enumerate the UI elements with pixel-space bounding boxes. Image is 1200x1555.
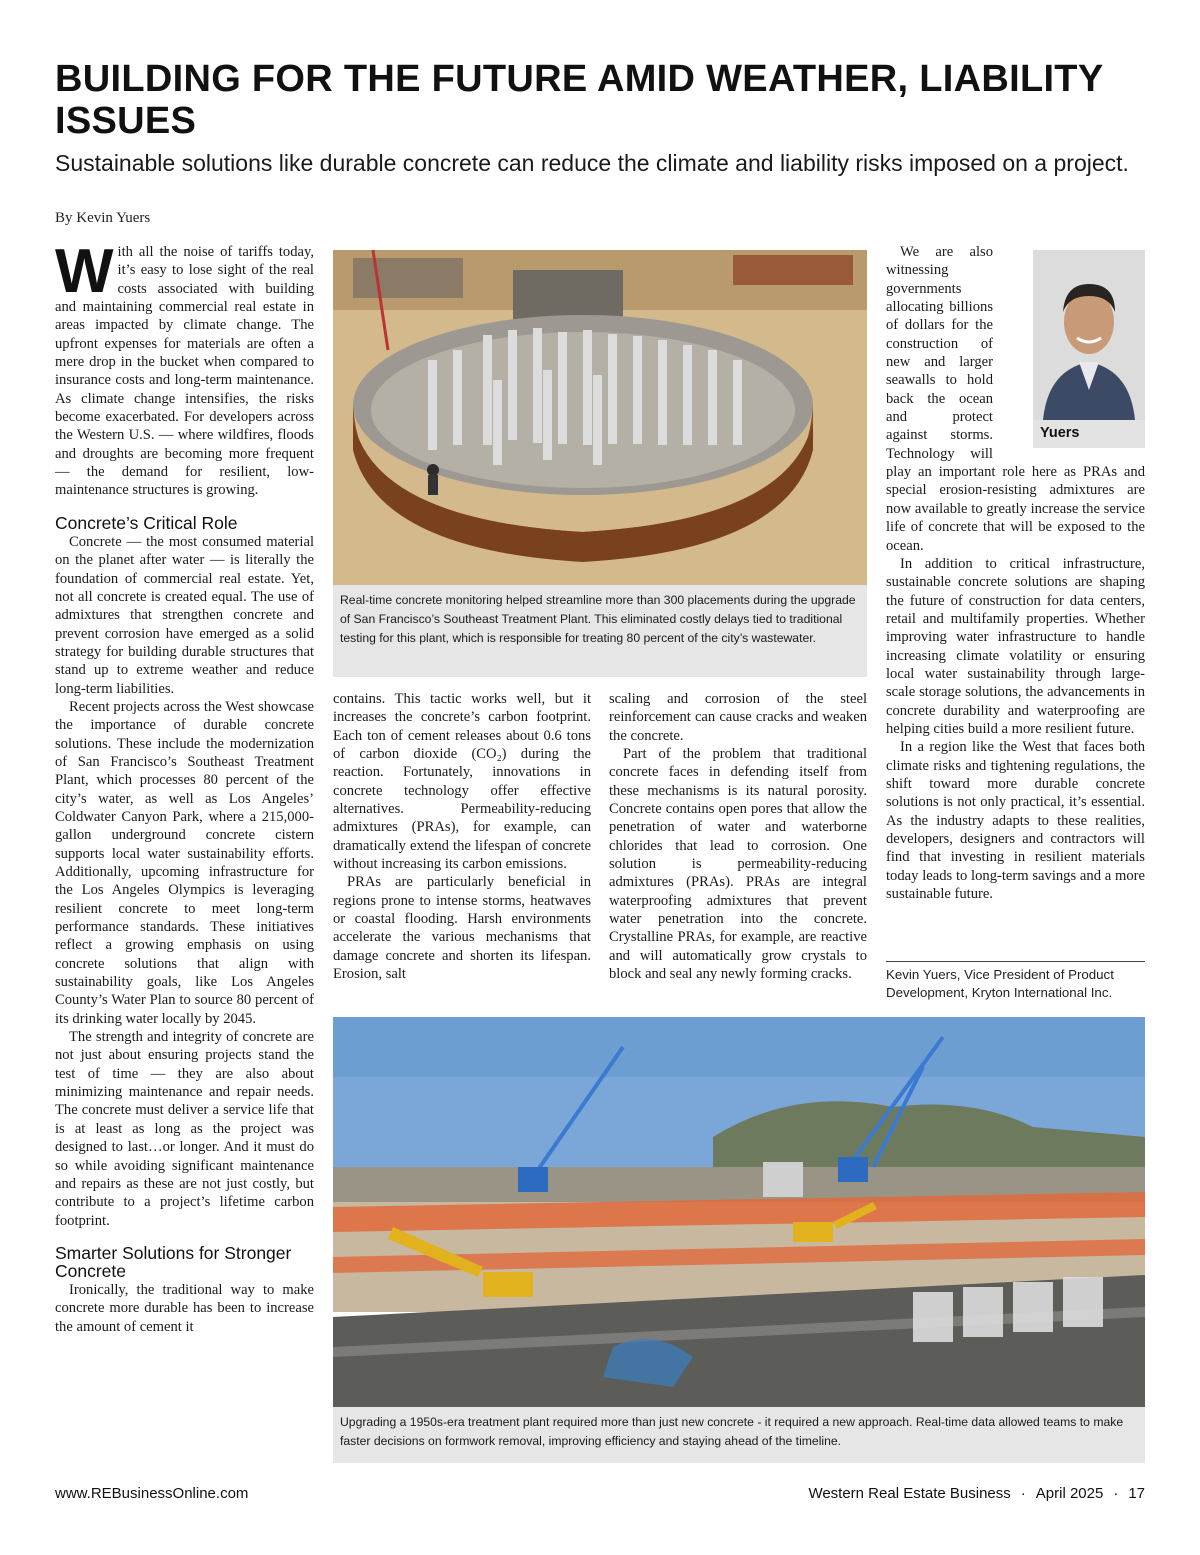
publication-name: Western Real Estate Business [808,1485,1011,1502]
paragraph [55,237,314,500]
paragraph: PRAs are particularly beneficial in regions prone to intense storms, heatwaves or coastal flooding. Harsh environments accelerate the various mechanisms that damage concrete and shorten its lifespan. Erosion, salt [333,874,591,983]
photo-circular-tank-construction [333,250,867,585]
subhead-smarter-solutions: Smarter Solutions for Stronger Concrete [55,1242,292,1281]
paragraph: scaling and corrosion of the steel reinforcement can cause cracks and weaken the concrete. [609,691,867,744]
author-bio: Kevin Yuers, Vice President of Product Development, Kryton International Inc. [886,967,1114,1000]
footer-website[interactable]: www.REBusinessOnline.com [55,1485,249,1502]
headshot-name-caption: Yuers [1033,420,1145,448]
paragraph: Ironically, the traditional way to make concrete more durable has been to increase the amount of cement it [55,1281,314,1335]
photo-caption-2: Upgrading a 1950s-era treatment plant required more than just new concrete - it required a new approach. Real-time data allowed teams to make faster decisions on formwork removal, improving efficiency and staying ahead of the timeline. [333,1407,1145,1463]
byline: By Kevin Yuers [55,210,151,226]
article-column-4 [886,243,1145,958]
headline: BUILDING FOR THE FUTURE AMID WEATHER, LIABILITY ISSUES [55,58,1103,142]
paragraph: We are also witnessing governments allocating billions of dollars for the construction of new and larger seawalls to hold back the ocean and protect against storms. Technology will play an important role here as PRAs and special erosion-resisting admixtures are now available to greatly increase the service life of concrete that will be exposed to the ocean. [886,244,1145,554]
paragraph: Recent projects across the West showcase the importance of durable concrete solutions. These include the modernization of San Francisco’s Southeast Treatment Plant, which processes 80 percent of the city’s water, as well as Los Angeles’ Coldwater Canyon Park, where a 215,000-gallon underground concrete cistern supports local water sustainability efforts. Additionally, upcoming infrastructure for the Los Angeles Olympics is leveraging resilient concrete to meet long-term performance standards. These initiatives reflect a growing emphasis on using concrete solutions that align with sustainability goals, like Los Angeles County’s Water Plan to source 80 percent of its drinking water locally by 2045. [55,698,314,1027]
paragraph: Concrete — the most consumed material on the planet after water — is literally the foundation of commercial real estate. Yet, not all concrete is created equal. The use of admixtures that strengthen concrete and prevent corrosion have emerged as a solid strategy for building durable structures that stand up to extreme weather and reduce long-term liabilities. [55,533,314,697]
separator: · [1113,1485,1119,1502]
subhead-critical-role: Concrete’s Critical Role [55,512,238,533]
paragraph: Part of the problem that traditional concrete faces in defending itself from these mechanisms is its natural porosity. Concrete contains open pores that allow the penetration of water and waterborne chlorides that lead to corrosion. One solution is permeability-reducing admixtures (PRAs). PRAs are integral waterproofing admixtures that prevent water penetration into the concrete. Crystalline PRAs, for example, are reactive and will automatically grow crystals to block and seal any newly forming cracks. [609,746,867,983]
article-column-2 [333,690,591,1010]
article-column-1 [55,237,314,1465]
separator: · [1020,1485,1026,1502]
deck-subtitle: Sustainable solutions like durable concrete can reduce the climate and liability risks imposed on a project. [55,150,1129,176]
photo-caption-1: Real-time concrete monitoring helped streamline more than 300 placements during the upgrade of San Francisco’s Southeast Treatment Plant. This eliminated costly delays tied to traditional testing for this plant, which is responsible for treating 80 percent of the city’s wastewater. [333,585,867,677]
article-column-3 [609,690,867,1010]
paragraph: contains. This tactic works well, but it increases the concrete’s carbon footprint. Each ton of cement releases about 0.6 tons of carbon dioxide (CO₂) during the reaction. Fortunately, innovations in concrete technology offer effective alternatives. Permeability-reducing admixtures (PRAs), for example, can dramatically extend the lifespan of concrete without increasing its carbon emissions. [333,691,591,873]
footer-publication-info [808,1485,1145,1502]
paragraph: In addition to critical infrastructure, sustainable concrete solutions are shaping the future of construction for data centers, retail and multifamily properties. Whether improving water infrastructure to handle increasing climate volatility or ensuring local water sustainability through large-scale storage solutions, the advancements in concrete durability and waterproofing are helping cities build a more resilient future. [886,555,1145,737]
issue-date: April 2025 [1035,1485,1104,1502]
bio-divider [886,961,1145,962]
photo-construction-site [333,1017,1145,1407]
paragraph-text: ith all the noise of tariffs today, it’s easy to lose sight of the real costs associated with building and maintaining commercial real estate in areas impacted by climate change. The upfront expenses for materials are often a mere drop in the bucket when compared to insurance costs and long-term maintenance. As climate change intensifies, the risks become exacerbated. For developers across the Western U.S. — where wildfires, floods and droughts are becoming more frequent — the demand for resilient, low-maintenance structures is growing. [55,244,314,499]
page-number: 17 [1128,1485,1145,1502]
paragraph: The strength and integrity of concrete are not just about ensuring projects stand the test of time — they are also about minimizing maintenance and repair needs. The concrete must deliver a service life that is at least as long as the project was designed to last…or longer. And it must do so while avoiding significant maintenance and repairs as these are not just costly, but contribute to a project’s lifetime carbon footprint. [55,1029,314,1229]
drop-cap: W [55,237,114,306]
headshot-spacer [993,243,1145,450]
paragraph: In a region like the West that faces both climate risks and tightening regulations, the shift toward more durable concrete solutions is not only practical, it’s essential. As the industry adapts to these realities, developers, designers and contractors will find that investing in resilient materials today leads to long-term savings and a more sustainable future. [886,739,1145,903]
